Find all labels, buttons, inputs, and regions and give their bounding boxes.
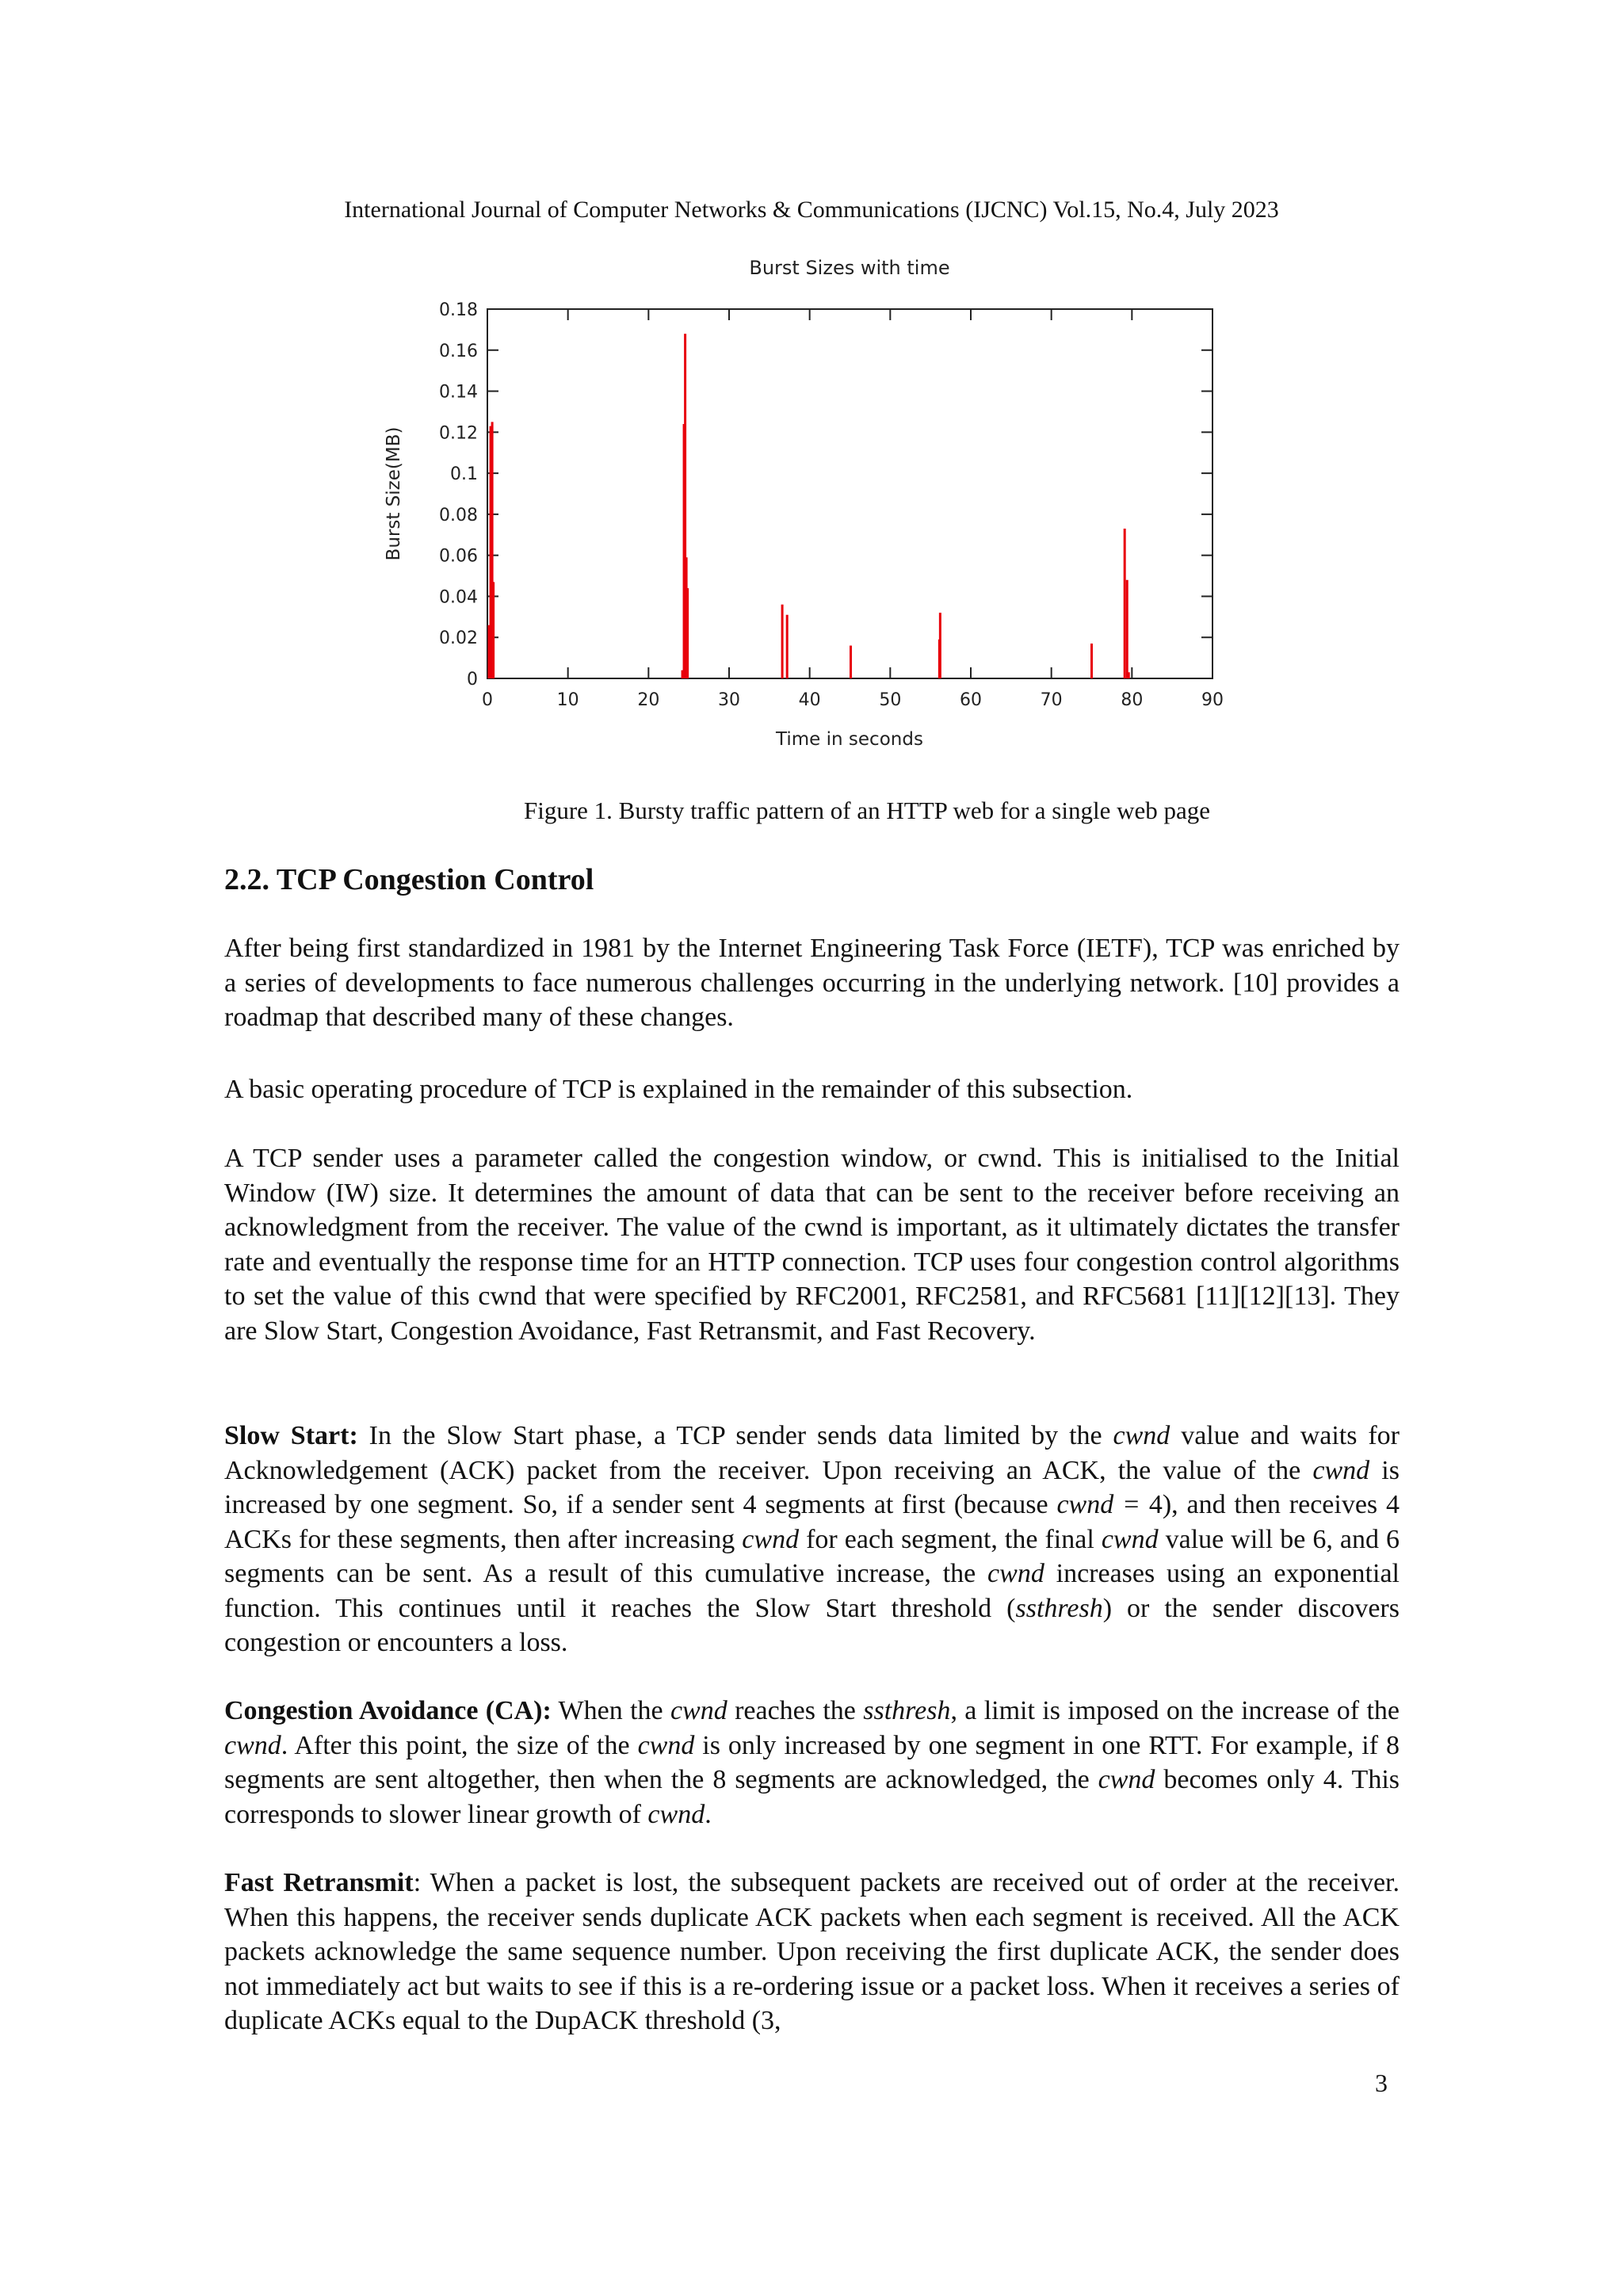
text: becomes only 4. This corresponds to slower linear growth of xyxy=(224,1765,1400,1829)
y-tick-label: 0.02 xyxy=(439,628,478,649)
x-tick-label: 20 xyxy=(637,690,660,710)
chart-title: Burst Sizes with time xyxy=(749,257,950,279)
y-tick-label: 0.12 xyxy=(439,423,478,444)
term-fast-retransmit: Fast Retransmit xyxy=(224,1868,414,1897)
text: , a limit is imposed on the increase of the xyxy=(950,1696,1400,1725)
figure-caption: Figure 1. Bursty traffic pattern of an HTTP web for a single web page xyxy=(523,797,1211,824)
y-tick-label: 0.04 xyxy=(439,587,478,608)
text: When the xyxy=(551,1696,670,1725)
y-tick-label: 0.06 xyxy=(439,546,478,567)
term-cwnd: cwnd xyxy=(987,1559,1044,1588)
term-cwnd: cwnd xyxy=(670,1696,727,1725)
x-tick-label: 50 xyxy=(879,690,902,710)
term-cwnd: cwnd xyxy=(1113,1421,1170,1450)
burst-size-chart xyxy=(372,254,1244,769)
plot-frame xyxy=(487,309,1212,678)
text: is only increased by one segment in one RTT. For example, if 8 segments are sent altogether, then when the 8 segments are acknowledged, the xyxy=(224,1730,1400,1794)
text: . xyxy=(705,1799,712,1829)
term-cwnd: cwnd xyxy=(637,1730,695,1760)
y-tick-label: 0.16 xyxy=(439,341,478,361)
y-tick-label: 0.18 xyxy=(439,300,478,320)
section-heading: 2.2. TCP Congestion Control xyxy=(224,863,594,896)
x-tick-label: 0 xyxy=(482,690,493,710)
term-cwnd: cwnd xyxy=(1098,1765,1155,1794)
term-slow-start: Slow Start: xyxy=(224,1421,358,1450)
x-tick-label: 60 xyxy=(960,690,982,710)
x-axis-label: Time in seconds xyxy=(776,729,923,750)
chart-svg xyxy=(372,254,1244,769)
text: reaches the xyxy=(727,1696,864,1725)
text: increases using an exponential function. This continues until it reaches the Slow Start threshold ( xyxy=(224,1559,1400,1623)
y-tick-label: 0 xyxy=(467,670,478,690)
text: : When a packet is lost, the subsequent packets are received out of order at the receiver. When this happens, the receiver sends duplicate ACK packets when each segment is received. All the ACK packets acknowledge the same sequence number. Upon receiving the first duplicate ACK, the sender does not immediately act but waits to see if this is a re-ordering issue or a packet loss. When it receives a series of duplicate ACKs equal to the DupACK threshold (3, xyxy=(224,1868,1400,2035)
paragraph-congestion-avoidance xyxy=(224,1694,1400,1832)
text: is increased by one segment. So, if a sender sent 4 segments at first (because xyxy=(224,1455,1400,1519)
paragraph-fast-retransmit xyxy=(224,1866,1400,2038)
term-ssthresh: ssthresh xyxy=(1015,1593,1103,1623)
term-ssthresh: ssthresh xyxy=(863,1696,951,1725)
term-cwnd: cwnd xyxy=(224,1730,281,1760)
text: for each segment, the final xyxy=(799,1524,1102,1554)
paragraph-cwnd-intro: A TCP sender uses a parameter called the congestion window, or cwnd. This is initialised to the Initial Window (IW) size. It determines the amount of data that can be sent to the receiver before receiving an acknowledgment from the receiver. The value of the cwnd is important, as it ultimately dictates the transfer rate and eventually the response time for an HTTP connection. TCP uses four congestion control algorithms to set the value of this cwnd that were specified by RFC2001, RFC2581, and RFC5681 [11][12][13]. They are Slow Start, Congestion Avoidance, Fast Retransmit, and Fast Recovery. xyxy=(224,1144,1400,1346)
x-tick-label: 90 xyxy=(1201,690,1224,710)
text: 4), and then receives 4 ACKs for these segments, then after increasing xyxy=(224,1490,1400,1554)
paragraph-basic-procedure: A basic operating procedure of TCP is explained in the remainder of this subsection. xyxy=(224,1075,1133,1104)
text: value and waits for Acknowledgement (ACK) packet from the receiver. Upon receiving an ACK, the value of the xyxy=(224,1421,1400,1485)
y-tick-label: 0.08 xyxy=(439,505,478,525)
text: ) or the sender discovers congestion or encounters a loss. xyxy=(224,1593,1400,1657)
text: value will be 6, and 6 segments can be sent. As a result of this cumulative increase, the xyxy=(224,1524,1400,1588)
term-cwnd-eq: cwnd = xyxy=(1056,1490,1140,1519)
text: . After this point, the size of the xyxy=(281,1730,638,1760)
x-tick-label: 80 xyxy=(1121,690,1144,710)
paragraph-slow-start xyxy=(224,1419,1400,1660)
y-tick-label: 0.14 xyxy=(439,382,478,403)
paragraph-ietf-history: After being first standardized in 1981 by the Internet Engineering Task Force (IETF), TCP was enriched by a series of developments to face numerous challenges occurring in the underlying network. [10] provides a roadmap that described many of these changes. xyxy=(224,934,1400,1032)
page-number: 3 xyxy=(1375,2069,1388,2097)
text: In the Slow Start phase, a TCP sender sends data limited by the xyxy=(357,1421,1113,1450)
term-congestion-avoidance: Congestion Avoidance (CA): xyxy=(224,1696,552,1725)
term-cwnd: cwnd xyxy=(742,1524,800,1554)
x-tick-label: 10 xyxy=(556,690,579,710)
term-cwnd: cwnd xyxy=(647,1799,705,1829)
x-tick-label: 70 xyxy=(1040,690,1063,710)
term-cwnd: cwnd xyxy=(1312,1455,1370,1485)
y-tick-label: 0.1 xyxy=(450,464,478,485)
journal-header: International Journal of Computer Networks & Communications (IJCNC) Vol.15, No.4, July 2023 xyxy=(344,197,1279,223)
y-axis-label: Burst Size(MB) xyxy=(384,426,404,561)
x-tick-label: 30 xyxy=(718,690,740,710)
term-cwnd: cwnd xyxy=(1101,1524,1159,1554)
x-tick-label: 40 xyxy=(798,690,821,710)
